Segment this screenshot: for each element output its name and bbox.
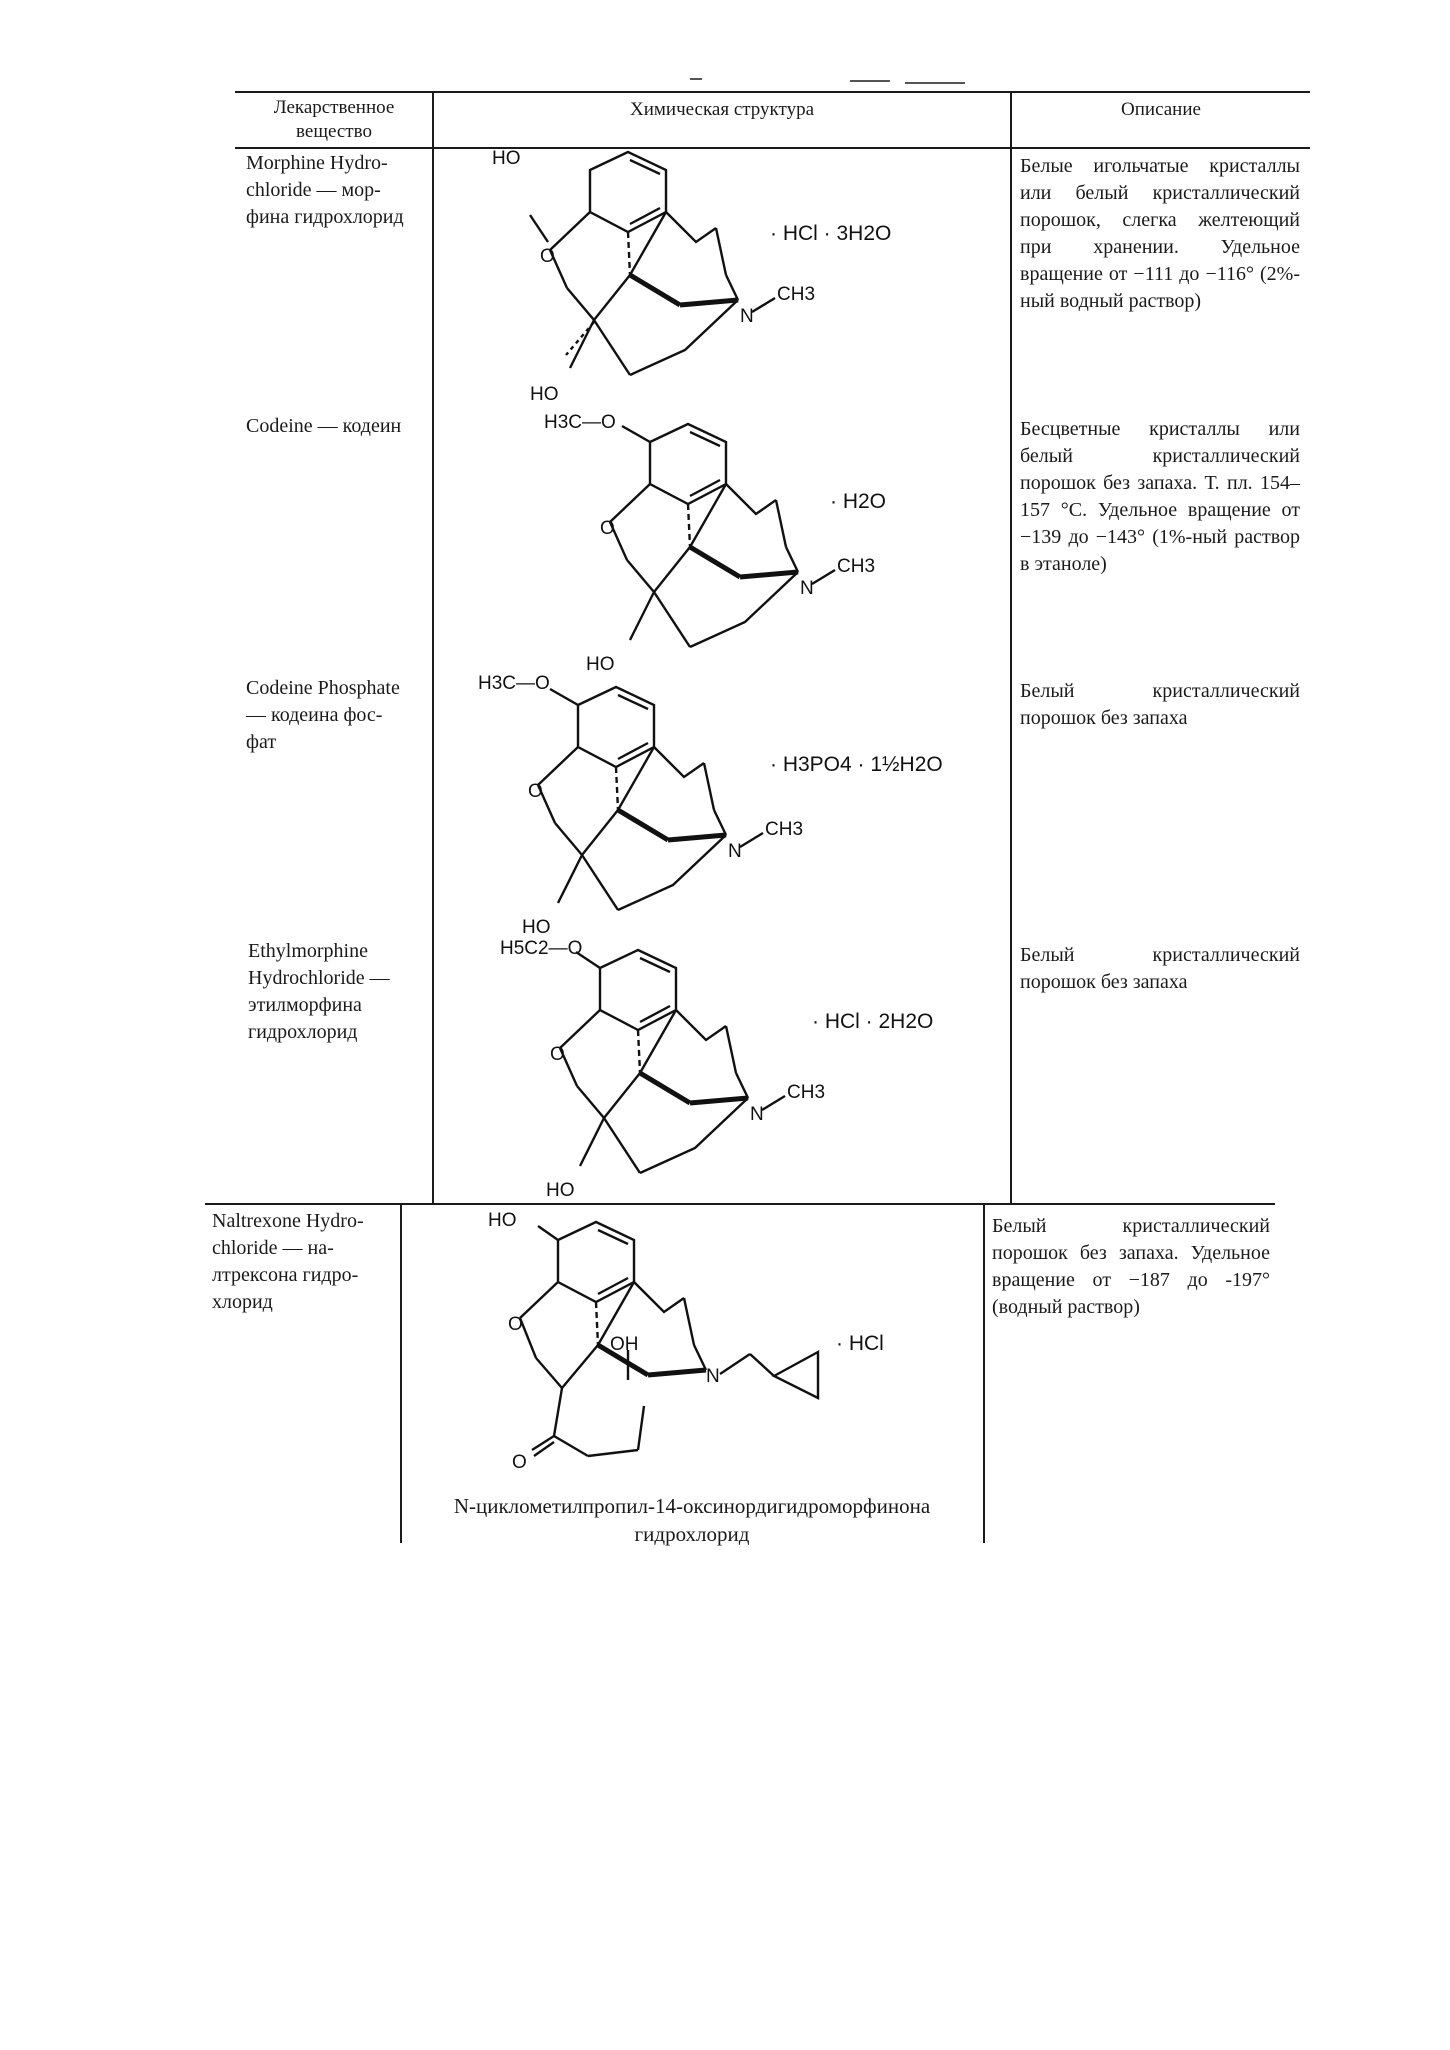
row-codeine-description: Бесцветные кристаллы или белый кристаллический порошок без запаха. Т. пл. 154–157 °С. Удельное вращение от −139 до −143° (1%-ный раствор в этаноле) (1020, 418, 1300, 575)
row-naltrexone-caption: N-циклометилпропил-14-оксинордигидроморфинона гидрохлорид (453, 1494, 931, 1546)
row-codeine-phosphate-name: Codeine Phosphate — кодеина фос- фат (246, 677, 400, 753)
scan-artifact (850, 80, 890, 82)
salt-formula: · H2O (830, 490, 887, 513)
group-top: HO (488, 1210, 517, 1231)
table-page-break-rule (205, 1203, 1275, 1205)
header-description: Описание (1121, 99, 1201, 120)
structure-codeine-phosphate (478, 675, 978, 940)
row-naltrexone-description: Белый кристаллический порошок без запаха. Удельное вращение от −187 до -197° (водный раствор) (992, 1215, 1270, 1318)
group-top: H3C—O (478, 673, 550, 694)
table-header-rule (235, 147, 1310, 149)
table-column-divider-2b (983, 1203, 985, 1543)
structure-naltrexone (488, 1210, 968, 1485)
row-ethylmorphine-description: Белый кристаллический порошок без запаха (1020, 944, 1300, 993)
table-column-divider-2 (1010, 91, 1012, 1203)
group-top: HO (492, 148, 521, 169)
group-top: H3C—O (544, 412, 616, 433)
row-codeine-phosphate-description: Белый кристаллический порошок без запаха (1020, 680, 1300, 729)
salt-formula: · HCl (836, 1332, 884, 1355)
group-n-sub: CH3 (765, 819, 804, 840)
n-atom: N (740, 306, 754, 327)
ring-oxygen: O (508, 1314, 523, 1335)
scan-artifact (905, 82, 965, 84)
salt-formula: · H3PO4 · 1½H2O (770, 753, 943, 776)
ring-oxygen: O (550, 1044, 565, 1065)
n-atom: N (706, 1366, 720, 1387)
group-n-sub: CH3 (777, 284, 816, 305)
group-n-sub: CH3 (787, 1082, 826, 1103)
salt-formula: · HCl · 2H2O (812, 1010, 934, 1033)
structure-morphine (470, 150, 950, 415)
header-substance: Лекарственное вещество (273, 97, 395, 142)
n-atom: N (728, 841, 742, 862)
table-column-divider-1 (432, 91, 434, 1203)
row-ethylmorphine-name: Ethylmorphine Hydrochloride — этилморфина гидрохлорид (248, 940, 390, 1043)
group-bottom: HO (546, 1180, 575, 1201)
ring-oxygen: O (540, 246, 555, 267)
n-atom: N (750, 1104, 764, 1125)
scan-artifact (690, 78, 702, 80)
ring-oxygen: O (600, 518, 615, 539)
table-top-rule (235, 91, 1310, 93)
group-bottom: HO (530, 384, 559, 405)
structure-ethylmorphine (500, 938, 970, 1203)
row-codeine-name: Codeine — кодеин (246, 415, 402, 437)
group-top: H5C2—O (500, 938, 583, 959)
group-oh: OH (610, 1334, 639, 1355)
group-bottom: HO (522, 917, 551, 938)
carbonyl-oxygen: O (512, 1452, 527, 1473)
row-morphine-description: Белые игольчатые кристаллы или белый кристаллический порошок, слегка желтеющий при хранении. Удельное вращение от −111 до −116° (2%-ный водный раствор) (1020, 155, 1300, 312)
row-morphine-name: Morphine Hydro- chloride — мор- фина гидрохлорид (246, 152, 404, 228)
header-structure: Химическая структура (629, 99, 815, 120)
ring-oxygen: O (528, 781, 543, 802)
structure-codeine (530, 412, 950, 677)
group-bottom: HO (586, 654, 615, 675)
salt-formula: · HCl · 3H2O (770, 222, 892, 245)
n-atom: N (800, 578, 814, 599)
group-n-sub: CH3 (837, 556, 876, 577)
row-naltrexone-name: Naltrexone Hydro- chloride — на- лтрексона гидро- хлорид (212, 1210, 364, 1313)
